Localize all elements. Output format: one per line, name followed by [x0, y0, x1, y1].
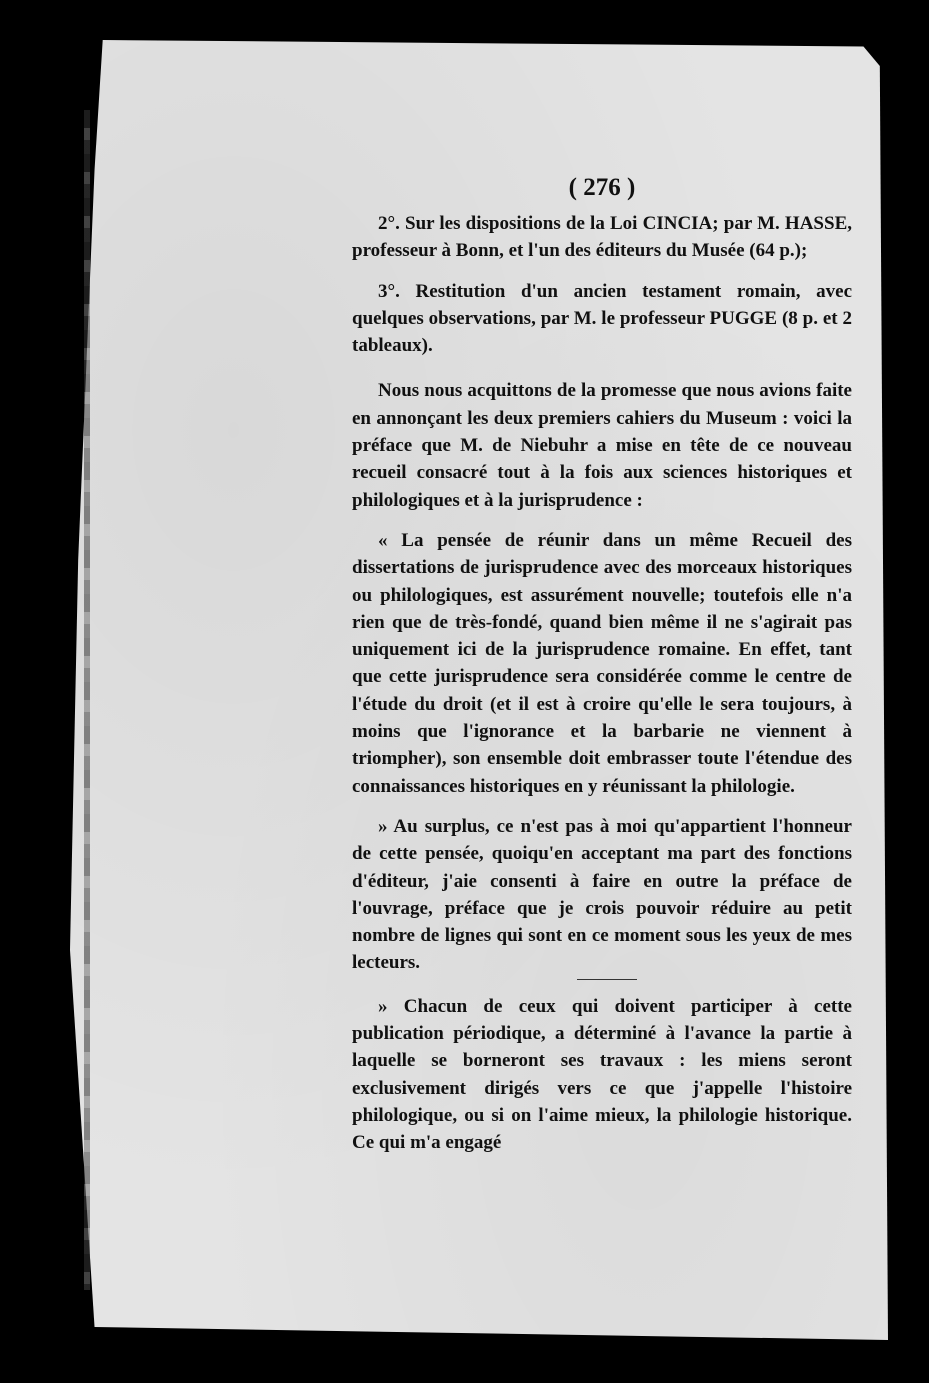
- page-number: ( 276 ): [568, 174, 636, 201]
- page-edge: [84, 110, 90, 1290]
- list-item-2: 2°. Sur les dispositions de la Loi CINCIA; par M. HASSE, professeur à Bonn, et l'un des éditeurs du Musée (64 p.);: [352, 213, 852, 262]
- divider: [577, 979, 637, 980]
- text-block: [352, 170, 852, 1157]
- quote-paragraph-1: « La pensée de réunir dans un même Recueil des dissertations de jurisprudence avec des morceaux historiques ou philologiques, est assurément nouvelle; toutefois elle n'a rien que de très-fondé, quand bien même il ne s'agirait pas uniquement ici de la jurisprudence romaine. En effet, tant que cette jurisprudence sera considérée comme le centre de l'étude du droit (et il est à croire qu'elle le sera toujours, à moins que l'ignorance et la barbarie ne viennent à triompher), son ensemble doit embrasser toute l'étendue des connaissances historiques en y réunissant la philologie.: [352, 529, 852, 797]
- quote-paragraph-2: » Au surplus, ce n'est pas à moi qu'appartient l'honneur de cette pensée, quoiqu'en acceptant ma part des fonctions d'éditeur, j'aie consenti à faire en outre la préface de l'ouvrage, préface que je crois pouvoir réduire au petit nombre de lignes qui sont en ce moment sous les yeux de mes lecteurs.: [352, 815, 852, 974]
- list-item-3: 3°. Restitution d'un ancien testament romain, avec quelques observations, par M. le professeur PUGGE (8 p. et 2 tableaux).: [352, 280, 852, 357]
- quote-paragraph-3: » Chacun de ceux qui doivent participer à cette publication périodique, a déterminé à l'avance la partie à laquelle se borneront ses travaux : les miens seront exclusivement dirigés vers ce que j'appelle l'histoire philologique, ou si on l'aime mieux, la philologie historique. Ce qui m'a engagé: [352, 995, 852, 1154]
- paragraph-intro: Nous nous acquittons de la promesse que nous avions faite en annonçant les deux premiers cahiers du Museum : voici la préface que M. de Niebuhr a mise en tête de ce nouveau recueil consacré tout à la fois aux sciences historiques et philologiques et à la jurisprudence :: [352, 380, 852, 511]
